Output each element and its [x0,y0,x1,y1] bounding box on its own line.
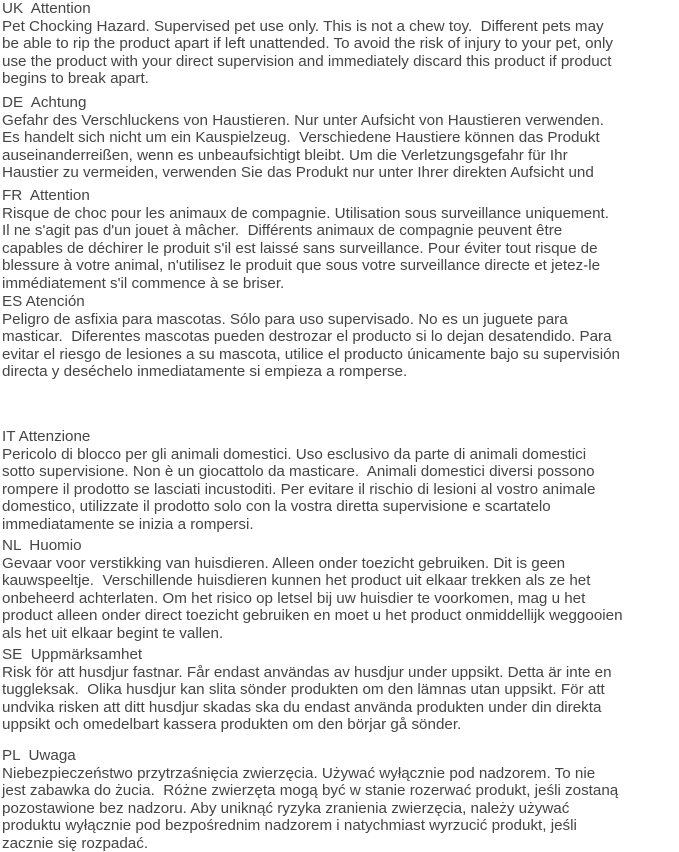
section-it-line-5: immediatamente se inizia a rompersi. [2,516,679,534]
section-fr-line-1: Risque de choc pour les animaux de compagnie. Utilisation sous surveillance uniquement. [2,205,679,223]
section-heading-pl: PL Uwaga [2,747,679,765]
section-nl-line-4: product alleen onder direct toezicht gebruiken en moet u het product onmiddellijk weggooien [2,607,679,625]
warning-section-fr [2,187,679,292]
section-heading-es: ES Atención [2,293,679,311]
section-uk-line-3: use the product with your direct supervision and immediately discard this product if product [2,53,679,71]
section-es-line-1: Peligro de asfixia para mascotas. Sólo para uso supervisado. No es un juguete para [2,311,679,329]
section-nl-line-3: onbeheerd achterlaten. Om het risico op letsel bij uw huisdier te voorkomen, mag u het [2,590,679,608]
section-se-line-4: uppsikt och omedelbart kassera produkten om den börjar gå sönder. [2,716,679,734]
section-se-line-1: Risk för att husdjur fastnar. Får endast användas av husdjur under uppsikt. Detta är inte en [2,664,679,682]
warning-section-de [2,94,679,182]
warning-section-pl [2,747,679,852]
section-pl-line-5: zacznie się rozpadać. [2,835,679,852]
section-heading-it: IT Attenzione [2,428,679,446]
section-fr-line-3: capables de déchirer le produit s'il est laissé sans surveillance. Pour éviter tout risque de [2,240,679,258]
section-pl-line-1: Niebezpieczeństwo przytrzaśnięcia zwierzęcia. Używać wyłącznie pod nadzorem. To nie [2,765,679,783]
section-heading-se: SE Uppmärksamhet [2,646,679,664]
section-se-line-3: undvika risken att ditt husdjur skadas ska du endast använda produkten under din direkta [2,699,679,717]
warning-section-se [2,646,679,734]
section-fr-line-5: immédiatement s'il commence à se briser. [2,275,679,293]
section-de-line-3: auseinanderreißen, wenn es unbeaufsichtigt bleibt. Um die Verletzungsgefahr für Ihr [2,147,679,165]
section-es-line-4: directa y deséchelo inmediatamente si empieza a romperse. [2,363,679,381]
section-heading-nl: NL Huomio [2,537,679,555]
section-uk-line-4: begins to break apart. [2,70,679,88]
section-it-line-4: domestico, utilizzate il prodotto solo con la vostra diretta supervisione e scartatelo [2,498,679,516]
warning-section-nl [2,537,679,642]
section-pl-line-2: jest zabawka do żucia. Różne zwierzęta mogą być w stanie rozerwać produkt, jeśli zostaną [2,782,679,800]
section-it-line-3: rompere il prodotto se lasciati incustoditi. Per evitare il rischio di lesioni al vostro animale [2,481,679,499]
section-uk-line-2: be able to rip the product apart if left unattended. To avoid the risk of injury to your pet, only [2,35,679,53]
section-es-line-3: evitar el riesgo de lesiones a su mascota, utilice el producto únicamente bajo su supervisión [2,346,679,364]
section-it-line-2: sotto supervisione. Non è un giocattolo da masticare. Animali domestici diversi possono [2,463,679,481]
warning-section-es [2,293,679,381]
section-de-line-2: Es handelt sich nicht um ein Kauspielzeug. Verschiedene Haustiere können das Produkt [2,129,679,147]
section-uk-line-1: Pet Chocking Hazard. Supervised pet use only. This is not a chew toy. Different pets may [2,18,679,36]
section-heading-uk: UK Attention [2,0,679,18]
section-heading-de: DE Achtung [2,94,679,112]
warning-section-it [2,428,679,533]
section-se-line-2: tuggleksak. Olika husdjur kan slita sönder produkten om den lämnas utan uppsikt. För att [2,681,679,699]
section-nl-line-5: als het uit elkaar begint te vallen. [2,625,679,643]
section-de-line-4: Haustier zu vermeiden, verwenden Sie das Produkt nur unter Ihrer direkten Aufsicht und [2,164,679,182]
warning-section-uk [2,0,679,88]
section-nl-line-2: kauwspeeltje. Verschillende huisdieren kunnen het product uit elkaar trekken als ze het [2,572,679,590]
section-nl-line-1: Gevaar voor verstikking van huisdieren. Alleen onder toezicht gebruiken. Dit is geen [2,555,679,573]
section-fr-line-4: blessure à votre animal, n'utilisez le produit que sous votre surveillance directe et jetez-le [2,257,679,275]
section-it-line-1: Pericolo di blocco per gli animali domestici. Uso esclusivo da parte di animali domestici [2,446,679,464]
section-pl-line-4: produktu wyłącznie pod bezpośrednim nadzorem i natychmiast wyrzucić produkt, jeśli [2,817,679,835]
section-pl-line-3: pozostawione bez nadzoru. Aby uniknąć ryzyka zranienia zwierzęcia, należy używać [2,800,679,818]
section-es-line-2: masticar. Diferentes mascotas pueden destrozar el producto si lo dejan desatendido. Para [2,328,679,346]
section-de-line-1: Gefahr des Verschluckens von Haustieren. Nur unter Aufsicht von Haustieren verwenden. [2,112,679,130]
section-fr-line-2: Il ne s'agit pas d'un jouet à mâcher. Différents animaux de compagnie peuvent être [2,222,679,240]
section-heading-fr: FR Attention [2,187,679,205]
